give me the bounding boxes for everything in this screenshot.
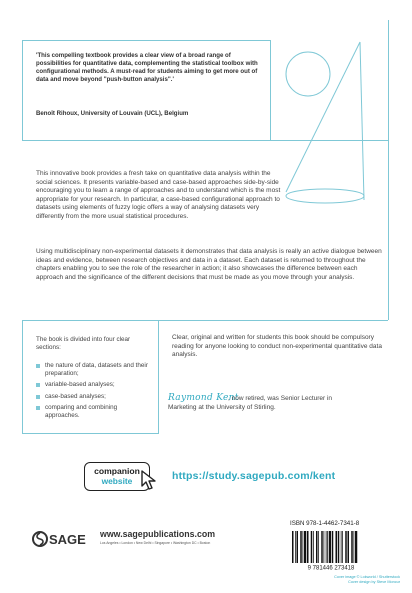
author-bio-line-2: Marketing at the University of Stirling. xyxy=(168,404,276,411)
cover-image-credit: Cover image © Lokworld / Shutterstock xyxy=(334,575,400,579)
list-item xyxy=(36,404,148,420)
frame-line-left-box-right xyxy=(158,320,159,433)
barcode-bar xyxy=(355,531,357,563)
endorsement-statement: Clear, original and written for students this book should be compulsory reading for anyone looking to conduct non-experimental quantitative data analysis. xyxy=(172,334,382,359)
barcode-bar xyxy=(326,531,327,563)
sections-intro: The book is divided into four clear sections: xyxy=(36,336,131,352)
list-item xyxy=(36,393,148,401)
sphere-shape xyxy=(286,52,330,96)
list-item-label: variable-based analyses; xyxy=(45,381,115,389)
barcode-bar xyxy=(324,531,325,563)
cover-design-credit: Cover design by Steve Moncur xyxy=(348,580,400,585)
website-label: website xyxy=(101,476,133,486)
bullet-square-icon xyxy=(36,406,40,410)
frame-line-left-box-vertical xyxy=(22,320,23,433)
barcode-bar xyxy=(351,531,353,563)
barcode-bar xyxy=(304,531,306,563)
barcode-bar xyxy=(297,531,299,563)
barcode-bar xyxy=(332,531,334,563)
cone-edge-right xyxy=(360,42,364,200)
list-item xyxy=(36,381,148,389)
author-bio-line-1: , now retired, was Senior Lecturer in xyxy=(228,395,333,402)
barcode-bar xyxy=(300,531,302,563)
barcode-bar xyxy=(341,531,342,563)
barcode-bar xyxy=(316,531,318,563)
endorsement-quote: 'This compelling textbook provides a clear view of a broad range of possibilities for quantitative data, complementing the statistical toolbox with configurational methods. A must-read for students aiming to get more out of data and move beyond "push-button analysis".' xyxy=(36,52,258,83)
barcode-bar xyxy=(318,531,319,563)
cone-base xyxy=(286,189,364,203)
list-item-label: the nature of data, datasets and their preparation; xyxy=(45,362,148,378)
barcode-bar xyxy=(348,531,350,563)
barcode-bar xyxy=(327,531,328,563)
cone-edge-left xyxy=(286,42,360,192)
barcode-bar xyxy=(329,531,331,563)
barcode-bar xyxy=(338,531,340,563)
companion-label: companion xyxy=(94,466,140,476)
barcode-bar xyxy=(313,531,314,563)
frame-line-left-box-bottom xyxy=(22,433,159,434)
frame-line-top-left-vertical xyxy=(22,40,23,140)
sections-list xyxy=(36,362,148,423)
description-paragraph-1: This innovative book provides a fresh take on quantitative data analysis within the social sciences. It presents variable-based and case-based approaches side-by-side encouraging you to learn a range of approaches and to understand which is the most appropriate for your research. In particular, a case-based configurational approach to datasets using elements of fuzzy logic offers a way of analysing datasets very differently from the more usual statistical procedures. xyxy=(36,170,281,220)
publisher-cities: Los Angeles • London • New Delhi • Singapore • Washington DC • Boston xyxy=(100,541,211,545)
bullet-square-icon xyxy=(36,395,40,399)
barcode-bar xyxy=(311,531,313,563)
barcode xyxy=(286,529,376,571)
bullet-square-icon xyxy=(36,383,40,387)
barcode-bar xyxy=(336,531,338,563)
barcode-bar xyxy=(295,531,296,563)
barcode-bar xyxy=(354,531,355,563)
barcode-digits: 9 781446 273418 xyxy=(307,565,355,571)
barcode-bar xyxy=(321,531,323,563)
quote-author: Benoît Rihoux, University of Louvain (UCL), Belgium xyxy=(36,110,189,117)
barcode-bar xyxy=(292,531,294,563)
list-item-label: comparing and combining approaches. xyxy=(45,403,118,420)
barcode-bar xyxy=(307,531,309,563)
svg-text:SAGE: SAGE xyxy=(49,532,86,547)
author-signature: Raymond Kent xyxy=(168,393,239,403)
cursor-arrow-icon xyxy=(140,469,158,491)
list-item xyxy=(36,362,148,378)
isbn-label: ISBN 978-1-4462-7341-8 xyxy=(290,520,360,527)
frame-line-middle xyxy=(22,320,388,321)
companion-url-link[interactable]: https://study.sagepub.com/kent xyxy=(172,470,336,482)
publisher-url[interactable]: www.sagepublications.com xyxy=(100,529,216,539)
list-item-label: case-based analyses; xyxy=(45,392,106,400)
barcode-bar xyxy=(342,531,343,563)
frame-line-top-left xyxy=(22,40,270,41)
barcode-bar xyxy=(303,531,304,563)
bullet-square-icon xyxy=(36,364,40,368)
barcode-bar xyxy=(345,531,347,563)
description-paragraph-2: Using multidisciplinary non-experimental datasets it demonstrates that data analysis is really an active dialogue between ideas and evidence, between research objectives and data in a dataset. Each dataset is returned to throughout the chapters enabling you to see the role of the researcher in action; it also showcases the difference between each approach and the significance of the different decisions that must be made as you move through your analysis. xyxy=(36,248,382,281)
cover-credits xyxy=(330,575,400,585)
sage-logo xyxy=(32,530,94,548)
